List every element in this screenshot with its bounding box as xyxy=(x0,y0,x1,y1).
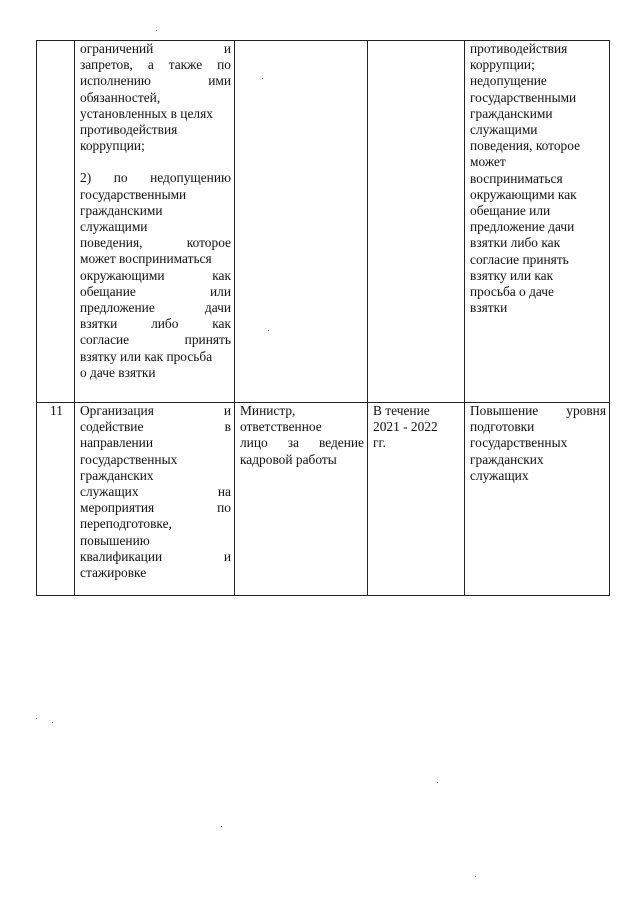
text-line: противодействия xyxy=(80,122,178,138)
text-line: согласие принять xyxy=(80,332,231,348)
text-line: служащими xyxy=(470,122,538,138)
text-line: Повышение уровня xyxy=(470,403,606,418)
text-line: подготовки xyxy=(470,419,535,435)
text-line: взятки xyxy=(470,300,508,316)
scan-speck xyxy=(52,722,53,723)
cell-result-continued xyxy=(465,41,610,403)
text-line: гражданскими xyxy=(80,202,163,218)
cell-measure xyxy=(75,403,235,596)
text-line: квалификации и xyxy=(80,548,231,564)
text-line: государственных xyxy=(80,451,178,467)
measures-part-2 xyxy=(80,170,231,381)
text-line: недопущение xyxy=(470,73,547,89)
text-line: мероприятия по xyxy=(80,500,231,516)
text-line: взятку или как просьба xyxy=(80,348,213,364)
text-line: коррупции; xyxy=(80,138,145,154)
text-line: исполнению ими xyxy=(80,73,231,89)
text-line: просьба о даче xyxy=(470,284,554,300)
text-line: повышению xyxy=(80,532,150,548)
text-line: может xyxy=(470,154,506,170)
cell-responsible-empty xyxy=(235,41,368,403)
paragraph-gap xyxy=(80,154,231,170)
scan-speck xyxy=(156,30,157,31)
measures-part-1 xyxy=(80,41,231,154)
text-line: взятки либо как xyxy=(470,235,561,251)
table-row-continued xyxy=(37,41,610,403)
text-line: переподготовке, xyxy=(80,516,172,532)
text-line: поведения, которое xyxy=(80,235,231,251)
cell-number-empty xyxy=(37,41,75,403)
text-line: предложение дачи xyxy=(470,219,575,235)
scan-speck xyxy=(437,782,438,783)
text-line: служащими xyxy=(80,219,148,235)
text-line: коррупции; xyxy=(470,57,535,73)
text-line: 2) по недопущению xyxy=(80,170,231,186)
text-line: Министр, xyxy=(240,403,296,418)
text-line: В течение xyxy=(373,403,430,418)
text-line: гражданских xyxy=(80,467,154,483)
text-line: стажировке xyxy=(80,565,147,581)
scan-speck xyxy=(36,718,37,719)
text-line: согласие принять xyxy=(470,251,569,267)
text-line: гражданскими xyxy=(470,105,553,121)
text-line: содействие в xyxy=(80,419,231,435)
cell-measures-continued xyxy=(75,41,235,403)
text-line: обещание или xyxy=(80,283,231,299)
text-line: может восприниматься xyxy=(80,251,212,267)
text-line: обещание или xyxy=(470,203,551,219)
text-line: государственными xyxy=(80,186,187,202)
cell-result xyxy=(465,403,610,596)
text-line: Организация и xyxy=(80,403,231,418)
scan-speck xyxy=(262,78,263,79)
text-line: взятки либо как xyxy=(80,316,231,332)
text-line: установленных в целях xyxy=(80,105,213,121)
text-line: ответственное xyxy=(240,419,322,435)
text-line: противодействия xyxy=(470,41,568,56)
text-line: окружающими как xyxy=(470,186,577,202)
row-number: 11 xyxy=(37,403,75,596)
text-line: запретов, а также по xyxy=(80,57,231,73)
text-line: восприниматься xyxy=(470,170,563,186)
cell-responsible xyxy=(235,403,368,596)
text-line: гг. xyxy=(373,435,386,451)
text-line: кадровой работы xyxy=(240,451,337,467)
table-row-11 xyxy=(37,403,610,596)
text-line: государственных xyxy=(470,435,568,451)
scan-speck xyxy=(221,826,222,827)
text-line: лицо за ведение xyxy=(240,435,364,451)
document-table xyxy=(36,40,610,596)
text-line: ограничений и xyxy=(80,41,231,56)
text-line: обязанностей, xyxy=(80,89,161,105)
cell-deadline xyxy=(368,403,465,596)
text-line: окружающими как xyxy=(80,267,231,283)
text-line: поведения, которое xyxy=(470,138,581,154)
text-line: 2021 - 2022 xyxy=(373,419,438,435)
text-line: гражданских xyxy=(470,451,544,467)
scan-speck xyxy=(268,330,269,331)
text-line: предложение дачи xyxy=(80,300,231,316)
scan-speck xyxy=(475,876,476,877)
text-line: служащих xyxy=(470,467,529,483)
text-line: взятку или как xyxy=(470,267,554,283)
text-line: о даче взятки xyxy=(80,364,156,380)
text-line: служащих на xyxy=(80,484,231,500)
cell-deadline-empty xyxy=(368,41,465,403)
text-line: направлении xyxy=(80,435,154,451)
text-line: государственными xyxy=(470,89,577,105)
